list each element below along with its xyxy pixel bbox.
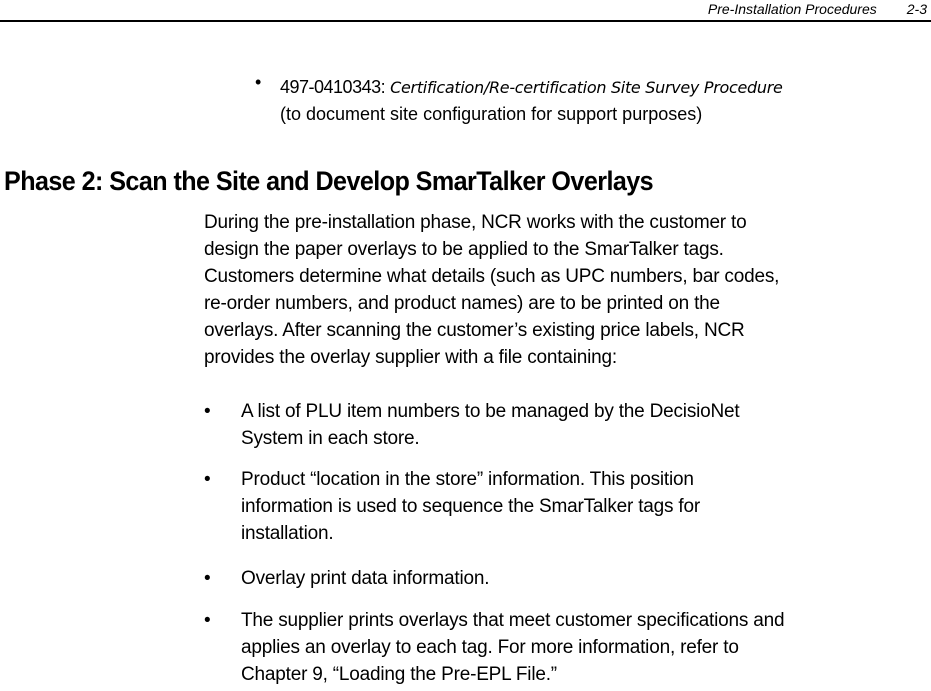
- page-number: 2-3: [906, 1, 927, 17]
- reference-title: Certification/Re-certification Site Survey Procedure: [390, 78, 783, 97]
- running-header: [708, 0, 927, 18]
- bullet-item-plu-list: [241, 398, 926, 452]
- header-section-title: Pre-Installation Procedures: [707, 1, 877, 17]
- bullet-marker: •: [204, 568, 211, 589]
- reference-code: 497-0410343:: [280, 77, 386, 97]
- intro-line: overlays. After scanning the customer’s existing price labels, NCR: [204, 320, 745, 341]
- intro-paragraph: [204, 209, 916, 371]
- bullet-line: applies an overlay to each tag. For more information, refer to: [241, 637, 739, 658]
- reference-item: [280, 74, 920, 128]
- bullet-line: Product “location in the store” information. This position: [241, 469, 694, 490]
- reference-bullet-marker: •: [255, 72, 262, 92]
- intro-line: Customers determine what details (such as UPC numbers, bar codes,: [204, 266, 780, 287]
- header-rule: [0, 20, 931, 22]
- bullet-line: System in each store.: [241, 428, 420, 449]
- bullet-marker: •: [204, 610, 211, 631]
- intro-line: design the paper overlays to be applied to the SmarTalker tags.: [204, 239, 724, 260]
- bullet-line: Chapter 9, “Loading the Pre-EPL File.”: [241, 664, 557, 685]
- reference-description: (to document site configuration for support purposes): [280, 104, 703, 124]
- bullet-marker: •: [204, 401, 211, 422]
- bullet-marker: •: [204, 469, 211, 490]
- bullet-line: The supplier prints overlays that meet customer specifications and: [241, 610, 785, 631]
- bullet-line: installation.: [241, 523, 334, 544]
- section-heading: Phase 2: Scan the Site and Develop SmarTalker Overlays: [4, 166, 654, 196]
- bullet-line: information is used to sequence the SmarTalker tags for: [241, 496, 700, 517]
- intro-line: provides the overlay supplier with a file containing:: [204, 347, 617, 368]
- bullet-item-supplier-prints: [241, 607, 926, 688]
- bullet-item-location-info: [241, 466, 926, 547]
- bullet-line: Overlay print data information.: [241, 568, 490, 589]
- bullet-line: A list of PLU item numbers to be managed by the DecisioNet: [241, 401, 740, 422]
- intro-line: During the pre-installation phase, NCR works with the customer to: [204, 212, 747, 233]
- intro-line: re-order numbers, and product names) are to be printed on the: [204, 293, 720, 314]
- bullet-item-print-data: [241, 565, 926, 592]
